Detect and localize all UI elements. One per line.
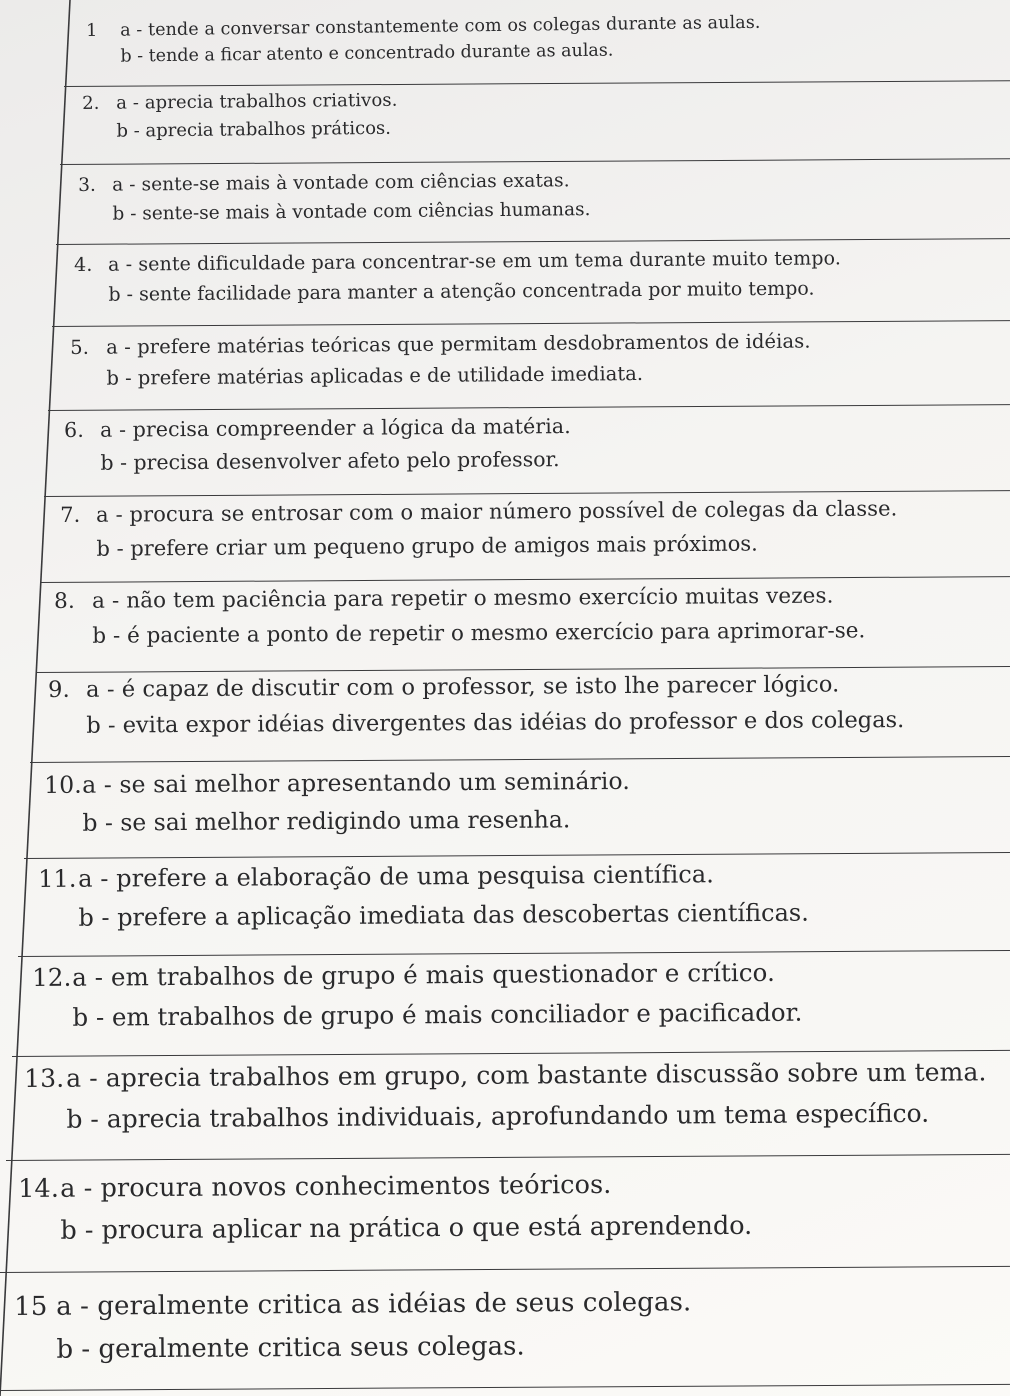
row-divider xyxy=(6,1154,1010,1161)
row-divider xyxy=(60,158,1010,165)
option-b: b - sente facilidade para manter a atenção concentrada por muito tempo. xyxy=(108,277,815,306)
option-b: b - é paciente a ponto de repetir o mesmo exercício para aprimorar-se. xyxy=(92,618,866,649)
question-10 xyxy=(44,762,630,842)
option-a: a - não tem paciência para repetir o mesmo exercício muitas vezes. xyxy=(92,583,834,614)
question-number: 10. xyxy=(44,770,82,799)
option-a: a - aprecia trabalhos criativos. xyxy=(116,89,398,114)
question-number: 1 xyxy=(86,20,98,41)
option-a: a - procura se entrosar com o maior número possível de colegas da classe. xyxy=(96,496,898,527)
option-b: b - se sai melhor redigindo uma resenha. xyxy=(82,805,571,837)
option-b: b - aprecia trabalhos práticos. xyxy=(116,117,392,142)
option-b: b - prefere a aplicação imediata das descobertas científicas. xyxy=(78,898,809,932)
question-11 xyxy=(38,855,809,938)
option-b: b - prefere criar um pequeno grupo de amigos mais próximos. xyxy=(96,531,758,561)
question-15 xyxy=(14,1281,692,1372)
question-number: 5. xyxy=(70,335,90,359)
question-12 xyxy=(32,953,803,1038)
option-b: b - evita expor idéias divergentes das idéias do professor e dos colegas. xyxy=(86,707,905,739)
question-3 xyxy=(78,166,591,229)
question-5 xyxy=(70,326,811,394)
option-b: b - em trabalhos de grupo é mais conciliador e pacificador. xyxy=(72,997,803,1032)
option-a: a - se sai melhor apresentando um seminário. xyxy=(82,766,630,799)
option-a: a - geralmente critica as idéias de seus colegas. xyxy=(56,1287,692,1322)
question-number: 13. xyxy=(24,1063,65,1093)
option-a: a - é capaz de discutir com o professor, se isto lhe parecer lógico. xyxy=(86,671,840,703)
option-a: a - precisa compreender a lógica da matéria. xyxy=(100,414,571,442)
question-4 xyxy=(74,243,841,310)
option-a: a - aprecia trabalhos em grupo, com bastante discussão sobre um tema. xyxy=(66,1057,987,1093)
option-b: b - tende a ficar atento e concentrado durante as aulas. xyxy=(120,40,614,67)
row-divider xyxy=(0,1266,1010,1273)
row-divider xyxy=(64,80,1010,87)
row-divider xyxy=(52,320,1010,327)
question-2 xyxy=(82,87,398,146)
question-7 xyxy=(60,491,898,566)
question-number: 4. xyxy=(74,253,93,276)
option-b: b - geralmente critica seus colegas. xyxy=(56,1331,525,1365)
question-14 xyxy=(18,1163,752,1252)
question-9 xyxy=(48,666,904,744)
question-number: 8. xyxy=(54,588,75,614)
option-a: a - procura novos conhecimentos teóricos. xyxy=(60,1169,612,1204)
question-number: 11. xyxy=(38,864,77,893)
option-a: a - tende a conversar constantemente com os colegas durante as aulas. xyxy=(120,12,761,41)
question-number: 9. xyxy=(48,676,70,703)
question-number: 14. xyxy=(18,1173,60,1204)
option-a: a - sente-se mais à vontade com ciências exatas. xyxy=(112,170,570,196)
option-b: b - aprecia trabalhos individuais, aprofundando um tema específico. xyxy=(66,1098,930,1134)
question-number: 7. xyxy=(60,502,81,527)
option-a: a - sente dificuldade para concentrar-se em um tema durante muito tempo. xyxy=(108,247,842,276)
option-a: a - prefere matérias teóricas que permitam desdobramentos de idéias. xyxy=(106,329,811,359)
option-b: b - sente-se mais à vontade com ciências humanas. xyxy=(112,199,591,225)
question-13 xyxy=(24,1051,987,1140)
question-8 xyxy=(54,578,865,654)
question-number: 15 xyxy=(14,1291,48,1322)
option-a: a - em trabalhos de grupo é mais questionador e crítico. xyxy=(72,957,776,992)
question-1 xyxy=(86,10,761,70)
option-a: a - prefere a elaboração de uma pesquisa científica. xyxy=(78,860,715,893)
option-b: b - prefere matérias aplicadas e de utilidade imediata. xyxy=(106,362,644,390)
row-divider xyxy=(0,1384,1010,1391)
question-number: 6. xyxy=(64,417,84,442)
question-number: 3. xyxy=(78,174,97,196)
option-b: b - procura aplicar na prática o que está aprendendo. xyxy=(60,1210,753,1246)
option-b: b - precisa desenvolver afeto pelo professor. xyxy=(100,447,560,475)
row-divider xyxy=(56,238,1010,245)
question-6 xyxy=(64,410,571,480)
question-number: 12. xyxy=(32,962,72,992)
question-number: 2. xyxy=(82,92,100,114)
